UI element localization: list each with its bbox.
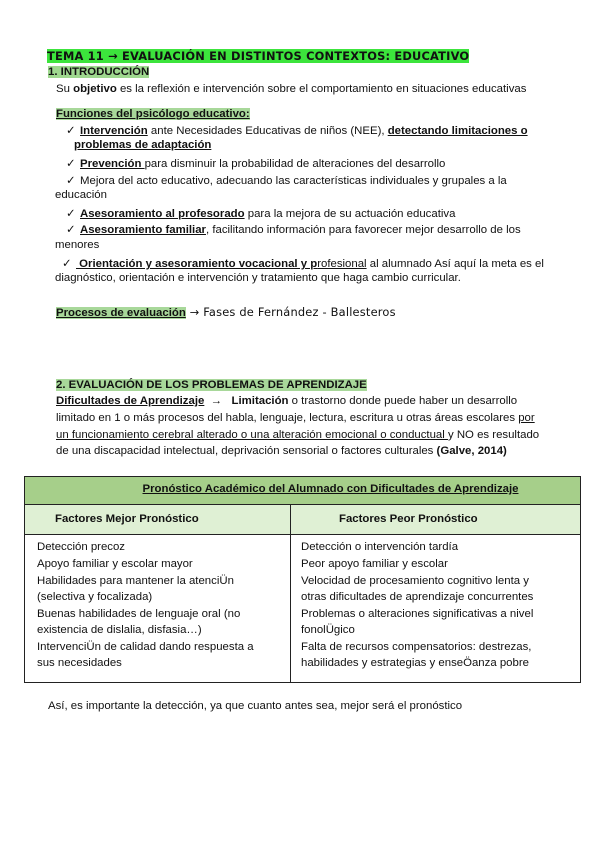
process-line: Procesos de evaluación → Fases de Fernández - Ballesteros [56,305,396,319]
function-item-intervencion: ✓ Intervención ante Necesidades Educativas de niños (NEE), detectando limitaciones o [66,125,528,137]
process-label: Procesos de evaluación [56,307,186,319]
check-icon: ✓ [66,158,76,170]
check-icon: ✓ [66,208,76,220]
conclusion-text: Así, es importante la detección, ya que cuanto antes sea, mejor será el pronóstico [48,700,463,712]
table-line: fonolÜgico [301,624,355,636]
table-title-cell [25,477,581,505]
table-line: otras dificultades de aprendizaje concurrentes [301,591,534,603]
function-item-mejora: ✓ Mejora del acto educativo, adecuando las características individuales y grupales a la [66,175,507,187]
objective-line: Su objetivo es la reflexión e intervención sobre el comportamiento en situaciones educativas [56,83,527,95]
table-line: Falta de recursos compensatorios: destrezas, [301,641,532,653]
table-line: Problemas o alteraciones significativas a nivel [301,608,534,620]
table-line: Velocidad de procesamiento cognitivo lenta y [301,575,529,587]
table-line: habilidades y estrategias y enseÖanza pobre [301,657,529,669]
table-cell-worse [291,535,581,683]
table-line: sus necesidades [37,657,122,669]
table-line: Detección o intervención tardía [301,541,459,553]
prognosis-table [24,476,581,683]
check-icon: ✓ [66,125,76,137]
function-item-orientacion-cont: diagnóstico, orientación e intervención y tratamiento que haga cambio curricular. [55,272,461,284]
check-icon: ✓ [62,258,72,270]
section-1-heading: 1. INTRODUCCIÓN [48,66,150,78]
table-line: Buenas habilidades de lenguaje oral (no [37,608,241,620]
table-line: Habilidades para mantener la atenciÜn [37,575,234,587]
document-title [47,49,469,63]
table-header-better: Factores Mejor Pronóstico [25,505,291,535]
check-icon: ✓ [66,175,76,187]
definition-line-3: un funcionamiento cerebral alterado o una alteración emocional o conductual y NO es resultado [56,429,540,441]
table-line: Peor apoyo familiar y escolar [301,558,448,570]
table-line: Detección precoz [37,541,126,553]
check-icon: ✓ [66,224,76,236]
definition-line-4: de una discapacidad intelectual, deprivación sensorial o factores culturales (Galve, 2014) [56,445,507,457]
table-line: Apoyo familiar y escolar mayor [37,558,193,570]
table-line: existencia de dislalia, disfasia…) [37,624,202,636]
table-line: IntervenciÜn de calidad dando respuesta a [37,641,254,653]
definition-line-2: limitado en 1 o más procesos del habla, lenguaje, lectura, escritura u otras áreas escolares por [56,412,535,424]
title-text: TEMA 11 → EVALUACIÓN EN DISTINTOS CONTEXTOS: EDUCATIVO [47,49,470,63]
function-item-intervencion-cont: problemas de adaptación [74,139,212,151]
table-title: Pronóstico Académico del Alumnado con Dificultades de Aprendizaje [142,483,519,495]
function-item-profesorado: ✓ Asesoramiento al profesorado para la mejora de su actuación educativa [66,208,456,220]
function-item-familiar: ✓ Asesoramiento familiar, facilitando información para favorecer mejor desarrollo de los [66,224,521,236]
function-item-familiar-cont: menores [55,239,100,251]
section-2-heading: 2. EVALUACIÓN DE LOS PROBLEMAS DE APRENDIZAJE [56,379,367,391]
definition-line-1: Dificultades de Aprendizaje → Limitación o trastorno donde puede haber un desarrollo [56,395,518,407]
functions-heading: Funciones del psicólogo educativo: [56,108,250,120]
function-item-prevencion: ✓ Prevención para disminuir la probabilidad de alteraciones del desarrollo [66,158,446,170]
table-line: (selectiva y focalizada) [37,591,153,603]
function-item-mejora-cont: educación [55,189,107,201]
table-cell-better [25,535,291,683]
table-header-worse: Factores Peor Pronóstico [291,505,581,535]
function-item-orientacion: ✓ Orientación y asesoramiento vocacional y profesional al alumnado Así aquí la meta es el [62,258,544,270]
